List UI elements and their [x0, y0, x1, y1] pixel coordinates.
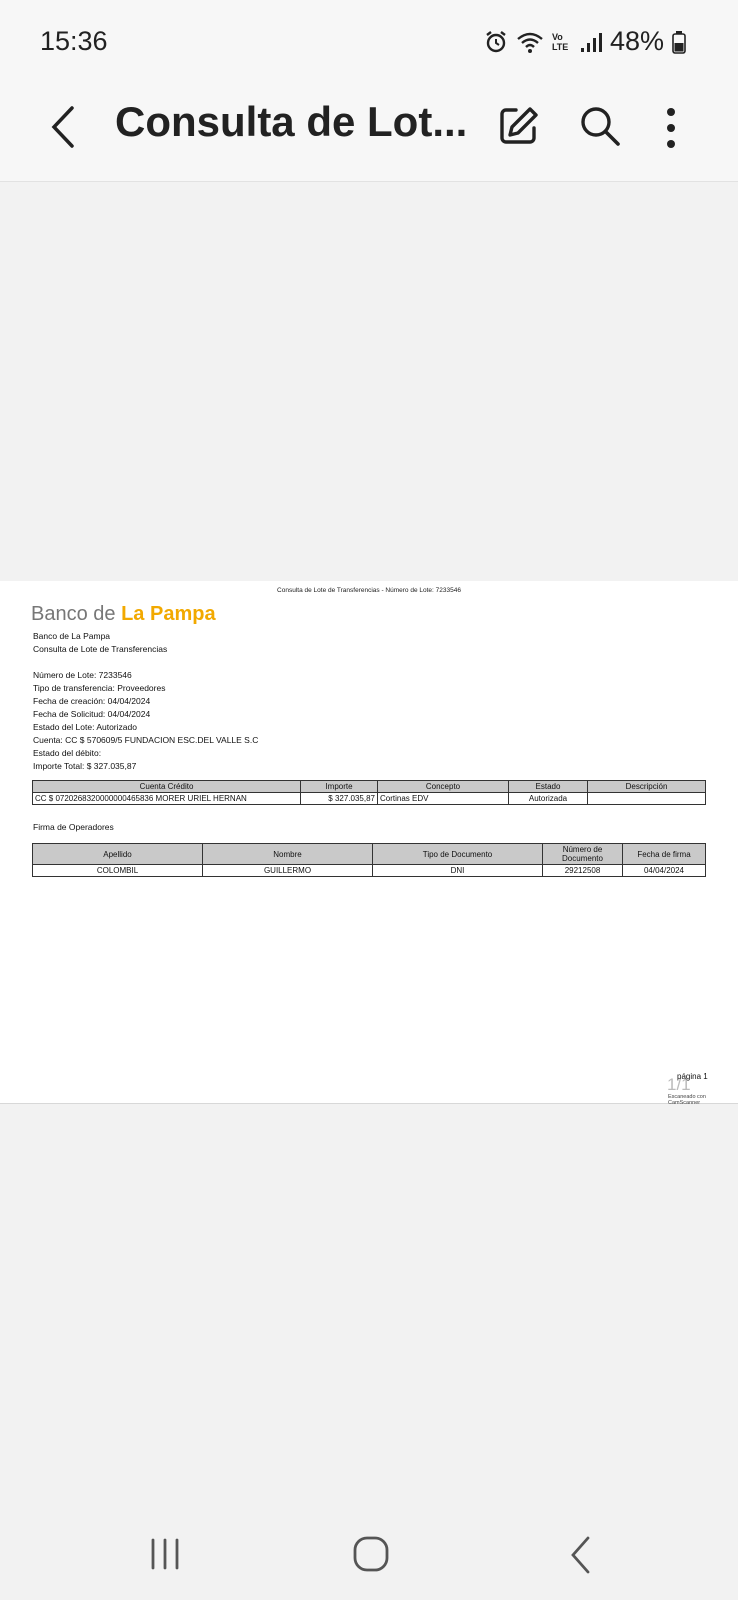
col-header: Número de Documento	[543, 844, 623, 865]
table-cell: $ 327.035,87	[301, 793, 378, 805]
table-cell: Autorizada	[509, 793, 588, 805]
col-header: Apellido	[33, 844, 203, 865]
operators-table	[32, 843, 706, 877]
table-row	[33, 865, 706, 877]
signal-icon	[580, 31, 602, 53]
table-cell: COLOMBIL	[33, 865, 203, 877]
field-tipo: Tipo de transferencia: Proveedores	[33, 683, 166, 693]
back-button[interactable]	[44, 104, 84, 150]
app-bar	[0, 84, 738, 182]
recents-button[interactable]	[148, 1536, 182, 1572]
page-title: Consulta de Lot...	[115, 98, 468, 145]
bank-name: Banco de La Pampa	[33, 631, 111, 641]
home-button[interactable]	[352, 1534, 390, 1574]
table-cell: 04/04/2024	[623, 865, 706, 877]
edit-icon[interactable]	[496, 104, 540, 148]
status-bar	[0, 0, 738, 84]
document-header-line: Consulta de Lote de Transferencias - Número de Lote: 7233546	[277, 587, 461, 594]
field-fecha-solicitud: Fecha de Solicitud: 04/04/2024	[33, 709, 151, 719]
page-count-watermark: 1/1	[667, 1075, 691, 1094]
transfers-table	[32, 780, 706, 805]
page-number: página 1	[677, 1072, 708, 1081]
table-cell	[588, 793, 706, 805]
search-icon[interactable]	[578, 104, 622, 148]
field-importe-total: Importe Total: $ 327.035,87	[33, 761, 137, 771]
col-header: Concepto	[378, 781, 509, 793]
battery-icon	[672, 30, 686, 54]
table-cell: GUILLERMO	[203, 865, 373, 877]
field-estado-lote: Estado del Lote: Autorizado	[33, 722, 137, 732]
bank-logo: Banco de La Pampa	[31, 603, 216, 625]
field-fecha-creacion: Fecha de creación: 04/04/2024	[33, 696, 151, 706]
col-header: Fecha de firma	[623, 844, 706, 865]
alarm-icon	[484, 30, 508, 54]
table-cell: 29212508	[543, 865, 623, 877]
nav-back-button[interactable]	[565, 1534, 595, 1576]
wifi-icon	[516, 30, 544, 54]
col-header: Cuenta Crédito	[33, 781, 301, 793]
table-cell: CC $ 0720268320000000465836 MORER URIEL HERNAN	[33, 793, 301, 805]
field-lote: Número de Lote: 7233546	[33, 670, 132, 680]
table-row	[33, 793, 706, 805]
col-header: Importe	[301, 781, 378, 793]
navigation-bar	[0, 1510, 738, 1600]
table-cell: Cortinas EDV	[378, 793, 509, 805]
operators-title: Firma de Operadores	[33, 822, 114, 832]
field-estado-debito: Estado del débito:	[33, 748, 102, 758]
document-title: Consulta de Lote de Transferencias	[33, 644, 168, 654]
scanner-watermark: Escaneado con CamScanner	[668, 1094, 706, 1106]
volte-icon: Vo LTE	[551, 31, 569, 52]
col-header: Estado	[509, 781, 588, 793]
col-header: Tipo de Documento	[373, 844, 543, 865]
table-cell: DNI	[373, 865, 543, 877]
col-header: Nombre	[203, 844, 373, 865]
pdf-page[interactable]	[0, 581, 738, 1104]
battery-percent: 48%	[609, 26, 664, 56]
field-cuenta: Cuenta: CC $ 570609/5 FUNDACION ESC.DEL VALLE S.C	[33, 735, 259, 745]
col-header: Descripción	[588, 781, 706, 793]
status-time: 15:36	[40, 26, 108, 56]
status-icons	[484, 26, 686, 57]
more-options-icon[interactable]	[656, 104, 686, 152]
